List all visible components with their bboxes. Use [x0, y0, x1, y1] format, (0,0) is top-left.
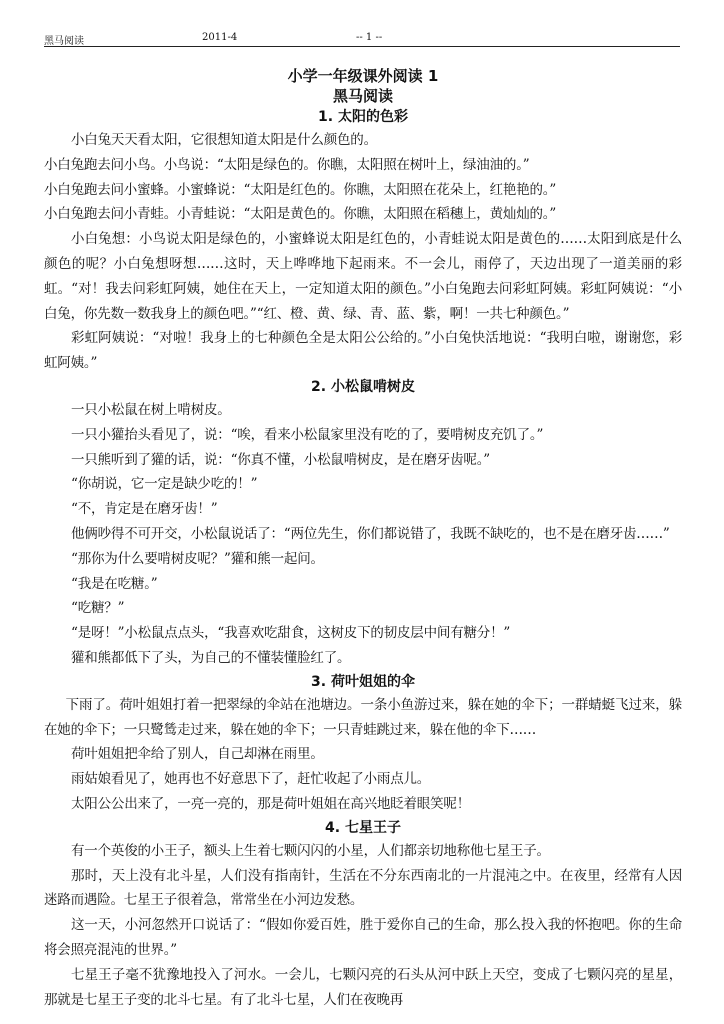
paragraph: 有一个英俊的小王子，额头上生着七颗闪闪的小星，人们都亲切地称他七星王子。: [71, 842, 550, 859]
document-subtitle: 黑马阅读: [332, 87, 393, 105]
section-heading: 1. 太阳的色彩: [318, 109, 408, 125]
paragraph: 小白兔跑去问小鸟。小鸟说：“太阳是绿色的。你瞧，太阳照在树叶上，绿油油的。”: [44, 156, 530, 173]
page-header: [44, 30, 680, 47]
paragraph: 七星王子毫不犹豫地投入了河水。一会儿，七颗闪亮的石头从河中跃上天空，变成了七颗闪亮的星星，那就是七星王子变的北斗七星。有了北斗七星，人们在夜晚再: [44, 966, 682, 1008]
section-heading: 2. 小松鼠啃树皮: [311, 378, 415, 395]
paragraph: 他俩吵得不可开交，小松鼠说话了：“两位先生，你们都说错了，我既不缺吃的，也不是在磨牙齿……”: [71, 525, 670, 542]
document-body: [44, 66, 682, 1012]
paragraph: 小白兔跑去问小蜜蜂。小蜜蜂说：“太阳是红色的。你瞧，太阳照在花朵上，红艳艳的。”: [44, 181, 557, 198]
paragraph: 荷叶姐姐把伞给了别人，自己却淋在雨里。: [71, 746, 324, 763]
header-date: 2011-4: [202, 32, 238, 43]
paragraph: 一只小松鼠在树上啃树皮。: [71, 401, 231, 418]
paragraph: 雨姑娘看见了，她再也不好意思下了，赶忙收起了小雨点儿。: [71, 771, 431, 788]
header-source: 黑马阅读: [44, 36, 84, 47]
document-title: 小学一年级课外阅读 1: [287, 67, 439, 85]
paragraph: 一只小獾抬头看见了，说：“唉，看来小松鼠家里没有吃的了，要啃树皮充饥了。”: [71, 426, 544, 443]
paragraph: 一只熊听到了獾的话，说：“你真不懂，小松鼠啃树皮，是在磨牙齿呢。”: [71, 451, 490, 468]
paragraph: 彩虹阿姨说：“对啦！我身上的七种颜色全是太阳公公给的。”小白兔快活地说：“我明白啦，谢谢您，彩虹阿姨。”: [44, 330, 682, 372]
paragraph: “不，肯定是在磨牙齿！”: [71, 501, 218, 518]
paragraph: 这一天，小河忽然开口说话了：“假如你爱百姓，胜于爱你自己的生命，那么投入我的怀抱吧。你的生命将会照亮混沌的世界。”: [44, 917, 682, 958]
paragraph: 那时，天上没有北斗星，人们没有指南针，生活在不分东西南北的一片混沌之中。在夜里，经常有人因迷路而遇险。七星王子很着急，常常坐在小河边发愁。: [44, 867, 682, 909]
paragraph: 小白兔想：小鸟说太阳是绿色的，小蜜蜂说太阳是红色的，小青蛙说太阳是黄色的……太阳到底是什么颜色的呢？小白兔想呀想……这时，天上哗哗地下起雨来。不一会儿，雨停了，天边出现了一道美丽的彩虹。“对！我去问彩虹阿姨，她住在天上，一定知道太阳的颜色。”小白兔跑去问彩虹阿姨。彩虹阿姨说：“小白兔，你先数一数我身上的颜色吧。”“红、橙、黄、绿、青、蓝、紫，啊！一共七种颜色。”: [44, 231, 682, 322]
paragraph: “那你为什么要啃树皮呢？”獾和熊一起问。: [71, 550, 324, 567]
section-heading: 3. 荷叶姐姐的伞: [311, 673, 415, 690]
paragraph: “是呀！”小松鼠点点头，“我喜欢吃甜食，这树皮下的韧皮层中间有糖分！”: [71, 625, 511, 642]
paragraph: 獾和熊都低下了头，为自己的不懂装懂脸红了。: [71, 649, 351, 666]
header-page-number: -- 1 --: [356, 32, 383, 43]
paragraph: “我是在吃糖。”: [71, 575, 158, 592]
paragraph: 小白兔天天看太阳，它很想知道太阳是什么颜色的。: [71, 132, 377, 148]
section-heading: 4. 七星王子: [325, 819, 401, 836]
paragraph: 下雨了。荷叶姐姐打着一把翠绿的伞站在池塘边。一条小鱼游过来，躲在她的伞下；一群蜻蜓飞过来，躲在她的伞下；一只鹭鸶走过来，躲在她的伞下；一只青蛙跳过来，躲在他的伞下……: [44, 696, 682, 738]
paragraph: “你胡说，它一定是缺少吃的！”: [71, 476, 258, 493]
paragraph: 太阳公公出来了，一亮一亮的，那是荷叶姐姐在高兴地眨着眼笑呢！: [71, 795, 470, 812]
paragraph: “吃糖？”: [71, 600, 125, 617]
paragraph: 小白兔跑去问小青蛙。小青蛙说：“太阳是黄色的。你瞧，太阳照在稻穗上，黄灿灿的。”: [44, 206, 557, 223]
